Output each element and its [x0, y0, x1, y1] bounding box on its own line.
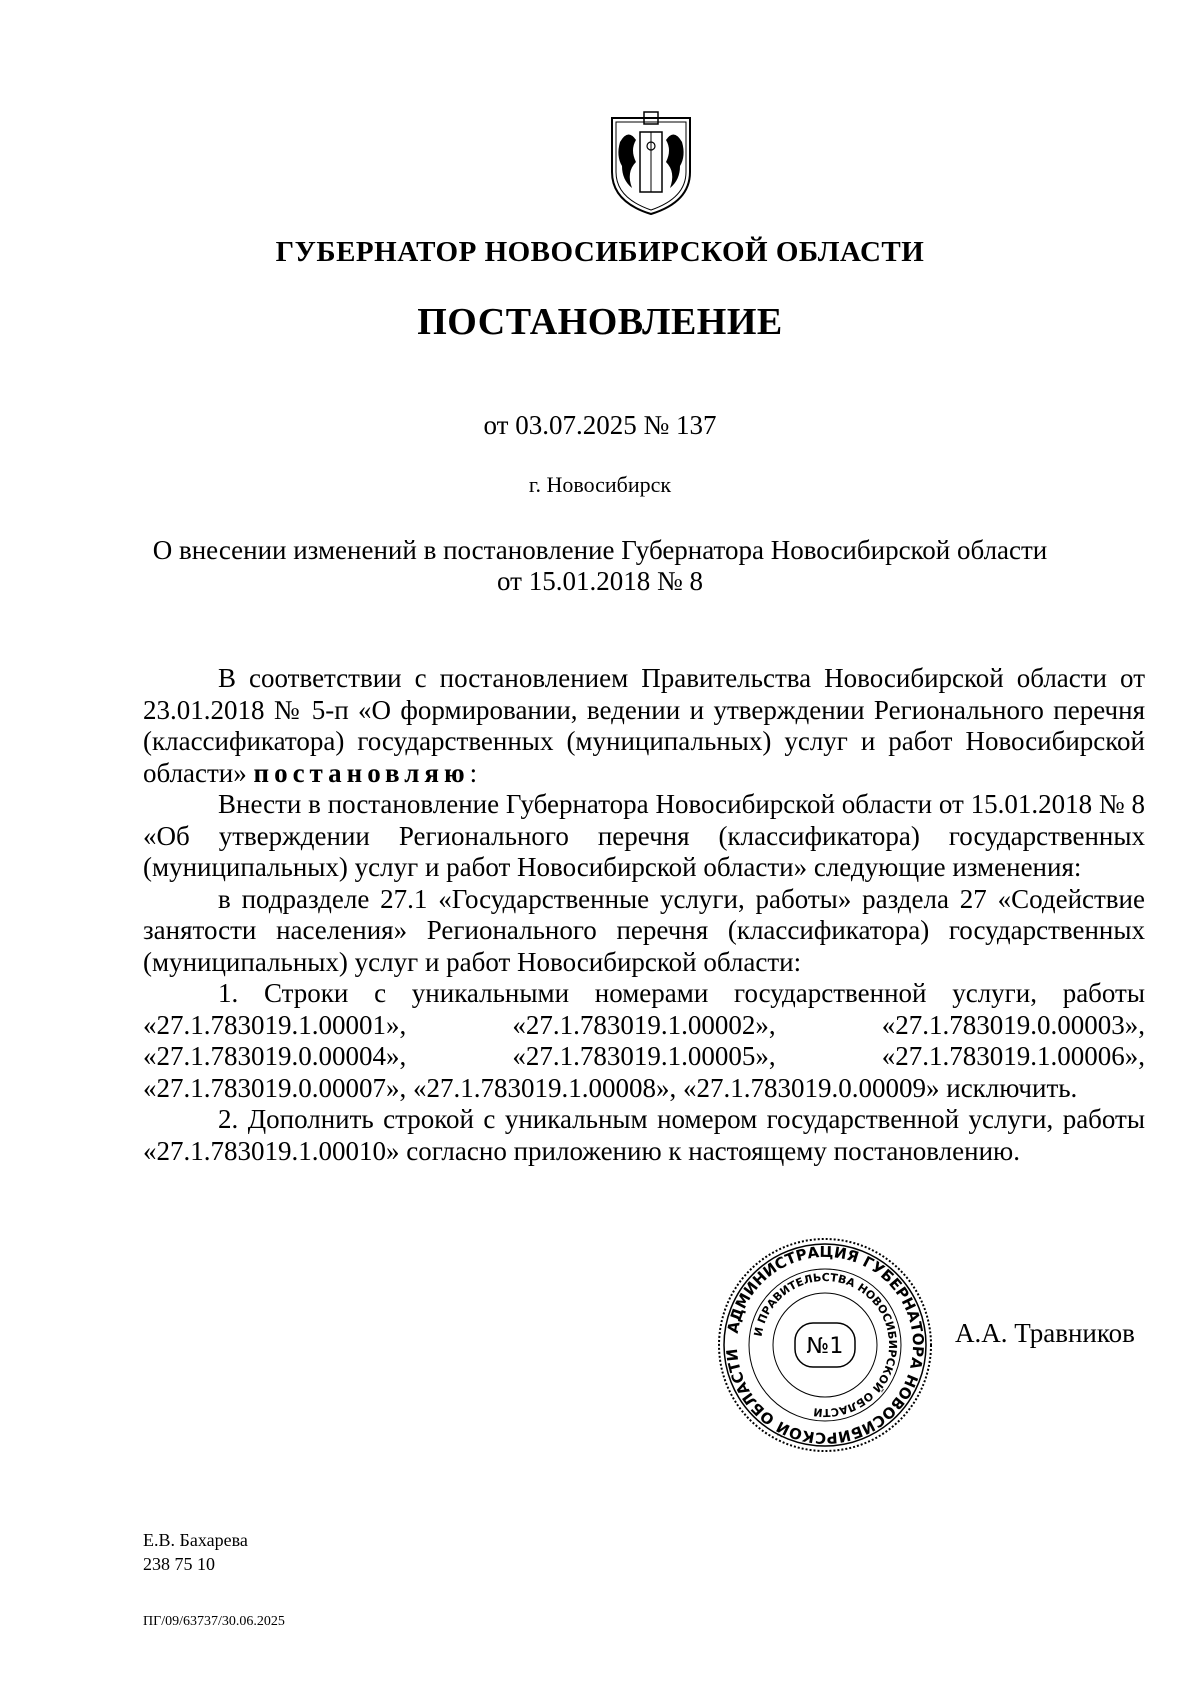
- official-seal-icon: [715, 1235, 935, 1455]
- paragraph-5: 2. Дополнить строкой с уникальным номером государственной услуги, работы «27.1.783019.1.00010» согласно приложению к настоящему постановлению.: [143, 1104, 1145, 1166]
- document-body: [143, 663, 1145, 1167]
- paragraph-3: в подразделе 27.1 «Государственные услуги, работы» раздела 27 «Содействие занятости населения» Регионального перечня (классификатора) государственных (муниципальных) услуг и работ Новосибирской области:: [143, 883, 1145, 977]
- seal-number: №1: [806, 1334, 844, 1359]
- subject-line-1: О внесении изменений в постановление Губернатора Новосибирской области: [152, 535, 1048, 565]
- seal-inner-text: И ПРАВИТЕЛЬСТВА НОВОСИБИРСКОЙ ОБЛАСТИ: [751, 1270, 900, 1420]
- signatory-name: А.А. Травников: [955, 1318, 1135, 1348]
- document-code: ПГ/09/63737/30.06.2025: [143, 1614, 285, 1629]
- executor-phone: 238 75 10: [143, 1554, 215, 1574]
- executor-name: Е.В. Бахарева: [143, 1530, 248, 1550]
- document-date-number: от 03.07.2025 № 137: [483, 410, 717, 440]
- document-type: ПОСТАНОВЛЕНИЕ: [417, 301, 783, 343]
- document-city: г. Новосибирск: [528, 472, 672, 497]
- paragraph-1-text: В соответствии с постановлением Правительства Новосибирской области от 23.01.2018 № 5-п «О формировании, ведении и утверждении Регионального перечня (классификатора) государственных (муниципальных) услуг и работ Новосибирской области»: [143, 663, 1145, 788]
- paragraph-1-end: :: [469, 757, 478, 788]
- paragraph-1: [143, 663, 1145, 789]
- paragraph-2: Внести в постановление Губернатора Новосибирской области от 15.01.2018 № 8 «Об утверждении Регионального перечня (классификатора) государственных (муниципальных) услуг и работ Новосибирской области» следующие изменения:: [143, 789, 1145, 882]
- seal-outer-text: АДМИНИСТРАЦИЯ ГУБЕРНАТОРА НОВОСИБИРСКОЙ ОБЛАСТИ: [722, 1242, 928, 1448]
- paragraph-4: 1. Строки с уникальными номерами государственной услуги, работы «27.1.783019.1.00001», «27.1.783019.1.00002», «27.1.783019.0.00003», «27.1.783019.0.00004», «27.1.783019.1.00005», «27.1.783019.1.00006», «27.1.783019.0.00007», «27.1.783019.1.00008», «27.1.783019.0.00009» исключить.: [143, 978, 1145, 1103]
- coat-of-arms-icon: [606, 110, 696, 216]
- subject-line-2: от 15.01.2018 № 8: [497, 566, 703, 596]
- authority-title: ГУБЕРНАТОР НОВОСИБИРСКОЙ ОБЛАСТИ: [275, 236, 925, 268]
- document-subject: [0, 535, 1200, 597]
- decree-keyword: постановляю: [253, 757, 470, 788]
